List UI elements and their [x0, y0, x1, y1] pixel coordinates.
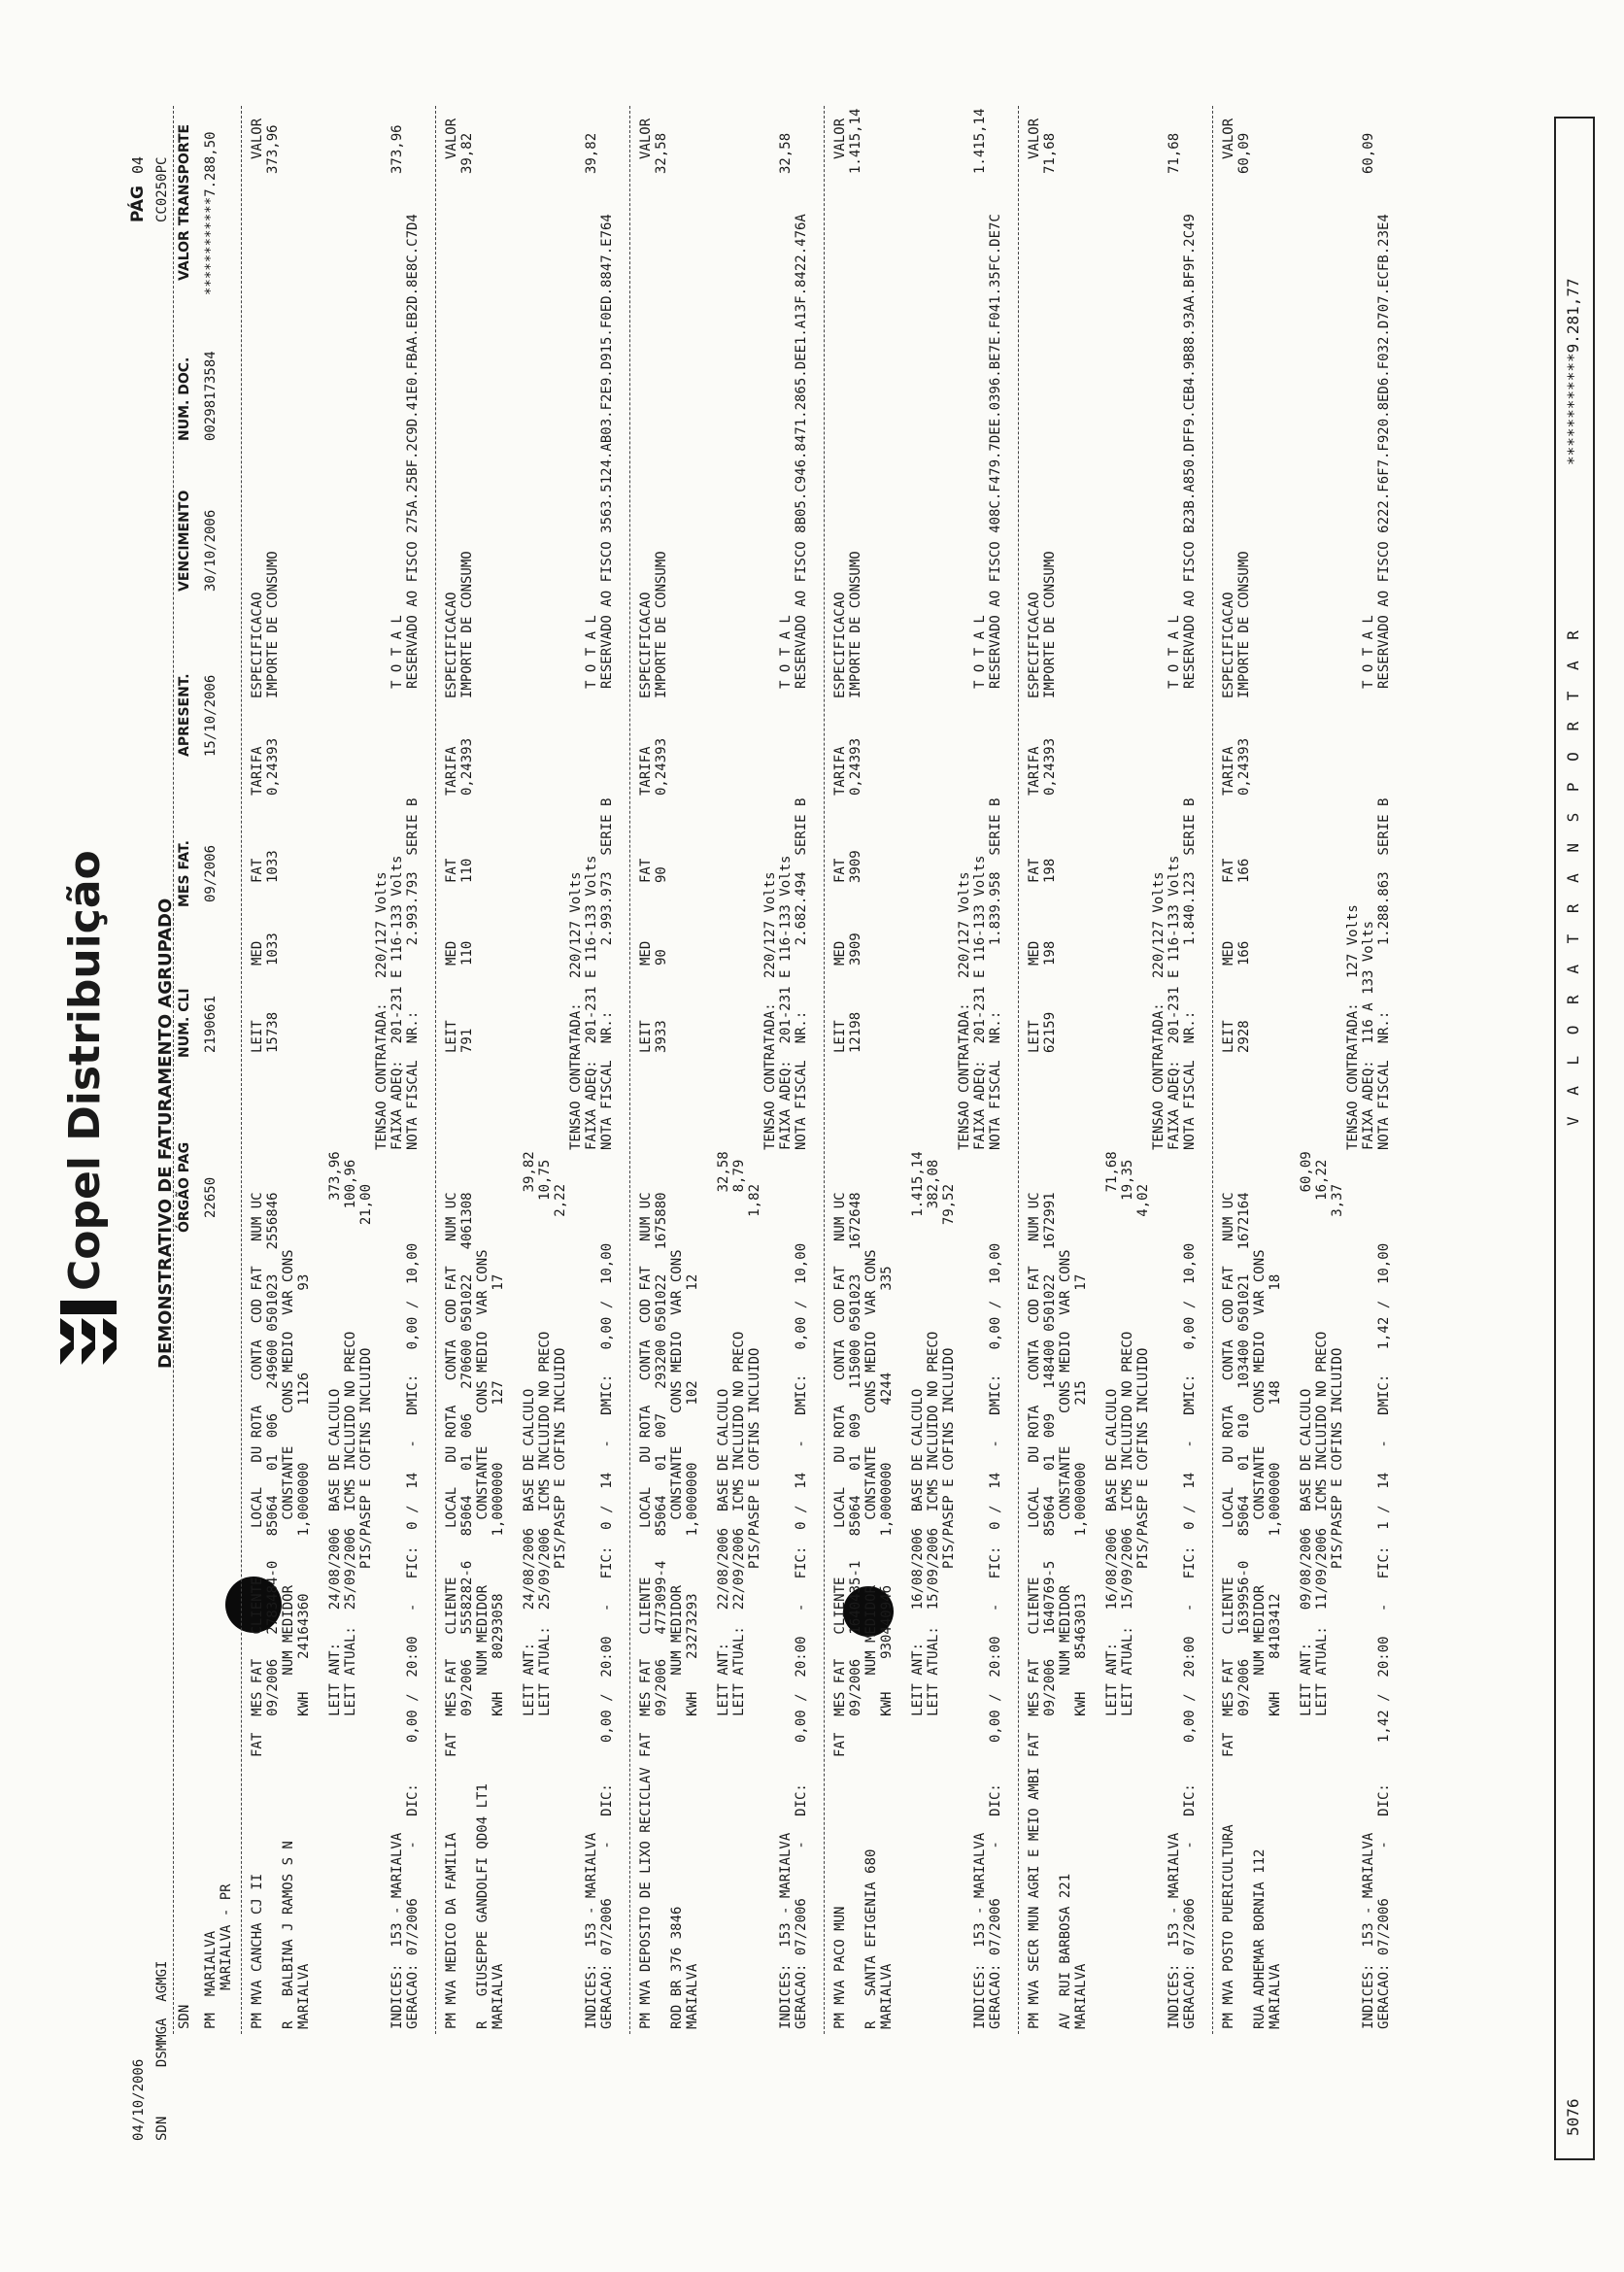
entry-especificacao: ESPECIFICACAO	[1221, 592, 1236, 698]
entry-importe: IMPORTE DE CONSUMO	[1042, 551, 1058, 698]
entry-tensao: TENSAO CONTRATADA: 220/127 Volts	[1151, 871, 1167, 1150]
entry-line-pis: PIS/PASEP E COFINS INCLUIDO 21,00	[358, 1183, 374, 1757]
entry-tarifa-label: TARIFA	[1027, 746, 1042, 796]
entry-leit-label: LEIT	[444, 1020, 459, 1053]
entry-valor: 60,09	[1236, 132, 1252, 174]
entry-valor: 39,82	[459, 132, 475, 174]
report-title: DEMONSTRATIVO DE FATURAMENTO AGRUPADO	[155, 898, 176, 1369]
entry-divider	[1212, 106, 1213, 2034]
entry-leit-value: 3933	[654, 1020, 669, 1053]
entry-valor: 71,68	[1042, 132, 1058, 174]
entry-fic-line: 0,00 / 20:00 - FIC: 0 / 14 - DMIC: 0,00 / 10,00	[1182, 1242, 1198, 1743]
entry-line-leit-atual: LEIT ATUAL: 25/09/2006 ICMS INCLUIDO NO PRECO 10,75	[537, 1159, 553, 1757]
col-valor-transporte: VALOR TRANSPORTE	[177, 123, 192, 281]
entry-address: R BALBINA J RAMOS S N	[281, 1841, 296, 2029]
entry-tarifa-label: TARIFA	[444, 746, 459, 796]
entry-total-valor: 373,96	[389, 124, 405, 174]
entry-line-header: FAT MES FAT CLIENTE LOCAL DU ROTA CONTA COD FAT NUM UC	[832, 1192, 848, 1757]
entry-med-label: MED	[832, 940, 848, 966]
entry-fat-label: FAT	[638, 858, 654, 883]
entry-fat-value: 198	[1042, 858, 1058, 883]
entry-total-valor: 39,82	[584, 132, 599, 174]
entry-line-leit-atual: LEIT ATUAL: 15/09/2006 ICMS INCLUIDO NO PRECO 382,08	[926, 1159, 941, 1757]
entry-especificacao: ESPECIFICACAO	[832, 592, 848, 698]
entry-geracao: GERACAO: 07/2006 - DIC:	[405, 1783, 421, 2029]
entry-city: MARIALVA	[685, 1963, 700, 2029]
entry-faixa: FAIXA ADEQ: 116 A 133 Volts	[1361, 920, 1376, 1150]
entry-valor-label: VALOR	[1027, 118, 1042, 159]
summary-mes-fat: 09/2006	[203, 844, 219, 902]
entry-total-label: T O T A L	[1167, 615, 1182, 689]
entry-city: MARIALVA	[879, 1963, 895, 2029]
entry-name: PM MVA POSTO PUERICULTURA	[1221, 1824, 1236, 2029]
entry-fic-line: 0,00 / 20:00 - FIC: 0 / 14 - DMIC: 0,00 / 10,00	[405, 1242, 421, 1743]
entry-fat-label: FAT	[1027, 858, 1042, 883]
entry-med-value: 3909	[848, 933, 863, 966]
entry-divider	[824, 106, 825, 2034]
page-number: 04	[129, 155, 147, 174]
entry-especificacao: ESPECIFICACAO	[444, 592, 459, 698]
entry-leit-label: LEIT	[1221, 1020, 1236, 1053]
entry-line-meter-header: NUM MEDIDOR CONSTANTE CONS MEDIO VAR CONS	[1058, 1249, 1073, 1757]
entry-tensao: TENSAO CONTRATADA: 220/127 Volts	[762, 871, 778, 1150]
footer-sheet-number: 5076	[1564, 2098, 1582, 2136]
entry-valor-label: VALOR	[832, 118, 848, 159]
entry-line-pis: PIS/PASEP E COFINS INCLUIDO 79,52	[941, 1183, 957, 1757]
col-apresent: APRESENT.	[177, 673, 192, 757]
header-divider	[173, 106, 174, 2034]
entry-name: PM MVA DEPOSITO DE LIXO RECICLAV	[638, 1767, 654, 2029]
entry-line-values: 09/2006 1639956-0 85064 01 010 103400 0501021 1672164	[1236, 1192, 1252, 1757]
entry-fat-value: 90	[654, 866, 669, 883]
entry-geracao: GERACAO: 07/2006 - DIC:	[988, 1783, 1003, 2029]
summary-num-doc: 00298173584	[203, 351, 219, 441]
entry-line-header: FAT MES FAT CLIENTE LOCAL DU ROTA CONTA COD FAT NUM UC	[638, 1192, 654, 1757]
entry-line-values: 09/2006 1640769-5 85064 01 009 148400 0501022 1672991	[1042, 1192, 1058, 1757]
entry-line-leit-atual: LEIT ATUAL: 11/09/2006 ICMS INCLUIDO NO PRECO 16,22	[1314, 1159, 1330, 1757]
report-date: 04/10/2006	[131, 2058, 147, 2141]
entry-name: PM MVA CANCHA CJ II	[250, 1873, 265, 2029]
entry-line-meter-header: NUM MEDIDOR CONSTANTE CONS MEDIO VAR CONS	[1252, 1249, 1268, 1757]
entry-line-header: FAT MES FAT CLIENTE LOCAL DU ROTA CONTA COD FAT NUM UC	[250, 1192, 265, 1757]
col-orgao: ÓRGÃO PAG	[177, 1141, 192, 1233]
entry-indices: INDICES: 153 - MARIALVA	[1361, 1832, 1376, 2029]
copel-logo-icon	[54, 1297, 122, 1369]
entry-line-leit-ant: LEIT ANT: 24/08/2006 BASE DE CALCULO 373,96	[327, 1151, 343, 1757]
col-mes-fat: MES FAT.	[177, 840, 192, 907]
entry-nota-fiscal: NOTA FISCAL NR.: 1.840.123 SERIE B	[1182, 797, 1198, 1150]
entry-line-values: 09/2006 2783484-0 85064 01 006 249600 0501023 2556846	[265, 1192, 281, 1757]
entry-fat-value: 166	[1236, 858, 1252, 883]
summary-apresent: 15/10/2006	[203, 674, 219, 757]
entry-importe: IMPORTE DE CONSUMO	[459, 551, 475, 698]
entry-tarifa-label: TARIFA	[832, 746, 848, 796]
entry-fat-label: FAT	[444, 858, 459, 883]
entry-total-label: T O T A L	[389, 615, 405, 689]
entry-med-label: MED	[1027, 940, 1042, 966]
entry-total-valor: 60,09	[1361, 132, 1376, 174]
entry-indices: INDICES: 153 - MARIALVA	[1167, 1832, 1182, 2029]
entry-line-leit-ant: LEIT ANT: 09/08/2006 BASE DE CALCULO 60,09	[1299, 1151, 1314, 1757]
report-code: CC0250PC	[154, 156, 170, 222]
entry-total-valor: 32,58	[778, 132, 794, 174]
entry-med-value: 166	[1236, 940, 1252, 966]
summary-city: MARIALVA - PR	[219, 1883, 234, 1990]
summary-valor-transporte: ************7.288,50	[203, 131, 219, 295]
entry-tarifa-label: TARIFA	[250, 746, 265, 796]
entry-city: MARIALVA	[1073, 1963, 1089, 2029]
entry-geracao: GERACAO: 07/2006 - DIC:	[794, 1783, 809, 2029]
entry-tarifa-value: 0,24393	[265, 737, 281, 796]
entry-nota-fiscal: NOTA FISCAL NR.: 2.682.494 SERIE B	[794, 797, 809, 1150]
entry-line-leit-ant: LEIT ANT: 16/08/2006 BASE DE CALCULO 71,68	[1104, 1151, 1120, 1757]
entry-faixa: FAIXA ADEQ: 201-231 E 116-133 Volts	[778, 855, 794, 1150]
entry-valor: 1.415,14	[848, 108, 863, 174]
entry-nota-fiscal: NOTA FISCAL NR.: 1.839.958 SERIE B	[988, 797, 1003, 1150]
entry-valor-label: VALOR	[444, 118, 459, 159]
entry-name: PM MVA SECR MUN AGRI E MEIO AMBI	[1027, 1767, 1042, 2029]
entry-address: R GIUSEPPE GANDOLFI QD04 LT1	[475, 1783, 491, 2029]
entry-tarifa-value: 0,24393	[848, 737, 863, 796]
entry-divider	[241, 106, 242, 2034]
entry-total-valor: 1.415,14	[972, 108, 988, 174]
entry-importe: IMPORTE DE CONSUMO	[654, 551, 669, 698]
entry-line-header: FAT MES FAT CLIENTE LOCAL DU ROTA CONTA COD FAT NUM UC	[1221, 1192, 1236, 1757]
entry-med-label: MED	[444, 940, 459, 966]
entry-line-pis: PIS/PASEP E COFINS INCLUIDO 2,22	[553, 1183, 568, 1757]
entry-total-label: T O T A L	[972, 615, 988, 689]
entry-fic-line: 0,00 / 20:00 - FIC: 0 / 14 - DMIC: 0,00 / 10,00	[794, 1242, 809, 1743]
entry-city: MARIALVA	[491, 1963, 506, 2029]
entry-med-label: MED	[638, 940, 654, 966]
footer-value: ************9.281,77	[1564, 278, 1582, 465]
entry-indices: INDICES: 153 - MARIALVA	[584, 1832, 599, 2029]
col-num-cli: NUM. CLI	[177, 988, 192, 1058]
entry-line-values: 09/2006 4773099-4 85064 01 007 293200 0501022 1675880	[654, 1192, 669, 1757]
entry-address: RUA ADHEMAR BORNIA 112	[1252, 1848, 1268, 2029]
entry-fat-value: 110	[459, 858, 475, 883]
entry-line-pis: PIS/PASEP E COFINS INCLUIDO 3,37	[1330, 1183, 1345, 1757]
entry-line-meter-values: KWH 85463013 1,0000000 215 17	[1073, 1273, 1089, 1757]
entry-name: PM MVA MEDICO DA FAMILIA	[444, 1832, 459, 2029]
entry-divider	[435, 106, 436, 2034]
entry-line-values: 09/2006 1640435-1 85064 01 009 115000 0501023 1672648	[848, 1192, 863, 1757]
entry-valor-label: VALOR	[638, 118, 654, 159]
entry-divider	[629, 106, 630, 2034]
summary-vencimento: 30/10/2006	[203, 509, 219, 592]
entry-line-meter-header: NUM MEDIDOR CONSTANTE CONS MEDIO VAR CONS	[669, 1249, 685, 1757]
entry-line-values: 09/2006 5558282-6 85064 01 006 270600 0501022 4061308	[459, 1192, 475, 1757]
entry-geracao: GERACAO: 07/2006 - DIC:	[599, 1783, 615, 2029]
summary-num-cli: 2190661	[203, 995, 219, 1053]
entry-line-meter-values: KWH 93044094б 1,0000000 4244 335	[879, 1266, 895, 1757]
entry-address: ROD BR 376 3846	[669, 1906, 685, 2029]
entry-importe: IMPORTE DE CONSUMO	[848, 551, 863, 698]
entry-geracao: GERACAO: 07/2006 - DIC:	[1376, 1783, 1392, 2029]
entry-city: MARIALVA	[1268, 1963, 1283, 2029]
entry-med-label: MED	[1221, 940, 1236, 966]
entry-tensao: TENSAO CONTRATADA: 127 Volts	[1345, 904, 1361, 1150]
entry-fisco: RESERVADO AO FISCO 6222.F6F7.F920.8ED6.F032.D707.ECFB.23E4	[1376, 214, 1392, 689]
entry-med-value: 90	[654, 949, 669, 966]
entry-tensao: TENSAO CONTRATADA: 220/127 Volts	[957, 871, 972, 1150]
entry-fat-label: FAT	[832, 858, 848, 883]
col-vencimento: VENCIMENTO	[177, 490, 192, 592]
footer-label: V A L O R A T R A N S P O R T A R	[1564, 625, 1582, 1126]
entry-line-leit-ant: LEIT ANT: 24/08/2006 BASE DE CALCULO 39,82	[522, 1151, 537, 1757]
entry-tarifa-value: 0,24393	[1236, 737, 1252, 796]
entry-fic-line: 0,00 / 20:00 - FIC: 0 / 14 - DMIC: 0,00 / 10,00	[599, 1242, 615, 1743]
entry-fat-value: 1033	[265, 850, 281, 883]
entry-total-label: T O T A L	[778, 615, 794, 689]
entry-valor: 373,96	[265, 124, 281, 174]
entry-leit-value: 12198	[848, 1011, 863, 1053]
entry-importe: IMPORTE DE CONSUMO	[1236, 551, 1252, 698]
entry-nota-fiscal: NOTA FISCAL NR.: 2.993.793 SERIE B	[405, 797, 421, 1150]
entry-name: PM MVA PACO MUN	[832, 1906, 848, 2029]
entry-valor: 32,58	[654, 132, 669, 174]
entry-fat-label: FAT	[1221, 858, 1236, 883]
entry-valor-label: VALOR	[1221, 118, 1236, 159]
entry-med-value: 198	[1042, 940, 1058, 966]
entry-leit-label: LEIT	[250, 1020, 265, 1053]
entry-tarifa-value: 0,24393	[654, 737, 669, 796]
entry-geracao: GERACAO: 07/2006 - DIC:	[1182, 1783, 1198, 2029]
entry-med-value: 110	[459, 940, 475, 966]
sdn-line: SDN DSMMGA AGMGI	[154, 1960, 170, 2141]
entry-line-meter-header: NUM MEDIDOR CONSTANTE CONS MEDIO VAR CONS	[475, 1249, 491, 1757]
entry-line-leit-atual: LEIT ATUAL: 22/09/2006 ICMS INCLUIDO NO PRECO 8,79	[731, 1159, 747, 1757]
entry-total-valor: 71,68	[1167, 132, 1182, 174]
entry-leit-label: LEIT	[832, 1020, 848, 1053]
entry-line-header: FAT MES FAT CLIENTE LOCAL DU ROTA CONTA COD FAT NUM UC	[1027, 1192, 1042, 1757]
entry-fisco: RESERVADO AO FISCO 3563.5124.AB03.F2E9.D915.F0ED.8847.E764	[599, 214, 615, 689]
entry-indices: INDICES: 153 - MARIALVA	[778, 1832, 794, 2029]
entry-line-pis: PIS/PASEP E COFINS INCLUIDO 4,02	[1135, 1183, 1151, 1757]
entry-line-header: FAT MES FAT CLIENTE LOCAL DU ROTA CONTA COD FAT NUM UC	[444, 1192, 459, 1757]
entry-tensao: TENSAO CONTRATADA: 220/127 Volts	[568, 871, 584, 1150]
entry-fisco: RESERVADO AO FISCO 275A.25BF.2C9D.41E0.FBAA.EB2D.8E8C.C7D4	[405, 214, 421, 689]
entry-especificacao: ESPECIFICACAO	[638, 592, 654, 698]
entry-med-value: 1033	[265, 933, 281, 966]
entry-leit-value: 2928	[1236, 1020, 1252, 1053]
entry-faixa: FAIXA ADEQ: 201-231 E 116-133 Volts	[389, 855, 405, 1150]
entry-address: R SANTA EFIGENIA 680	[863, 1848, 879, 2029]
entry-fisco: RESERVADO AO FISCO B23B.A850.DFF9.CEB4.9B88.93AA.BF9F.2C49	[1182, 214, 1198, 689]
col-sdn: SDN	[177, 2004, 192, 2029]
entry-leit-label: LEIT	[638, 1020, 654, 1053]
entry-line-meter-values: KWH 80293058 1,0000000 127 17	[491, 1273, 506, 1757]
entry-nota-fiscal: NOTA FISCAL NR.: 1.288.863 SERIE B	[1376, 797, 1392, 1150]
entry-line-meter-header: NUM MEDIDOR CONSTANTE CONS MEDIO VAR CONS	[863, 1249, 879, 1757]
col-num-doc: NUM. DOC.	[177, 356, 192, 441]
entry-line-leit-ant: LEIT ANT: 22/08/2006 BASE DE CALCULO 32,58	[716, 1151, 731, 1757]
entry-tarifa-label: TARIFA	[638, 746, 654, 796]
entry-indices: INDICES: 153 - MARIALVA	[972, 1832, 988, 2029]
entry-indices: INDICES: 153 - MARIALVA	[389, 1832, 405, 2029]
entry-fisco: RESERVADO AO FISCO 408C.F479.7DEE.0396.BE7E.F041.35FC.DE7C	[988, 214, 1003, 689]
entry-leit-value: 62159	[1042, 1011, 1058, 1053]
entry-city: MARIALVA	[296, 1963, 312, 2029]
entry-faixa: FAIXA ADEQ: 201-231 E 116-133 Volts	[1167, 855, 1182, 1150]
summary-client: PM MARIALVA	[203, 1930, 219, 2029]
entry-especificacao: ESPECIFICACAO	[250, 592, 265, 698]
entry-leit-value: 15738	[265, 1011, 281, 1053]
entry-line-leit-ant: LEIT ANT: 16/08/2006 BASE DE CALCULO 1.415,14	[910, 1151, 926, 1757]
entry-leit-label: LEIT	[1027, 1020, 1042, 1053]
entry-total-label: T O T A L	[584, 615, 599, 689]
entry-faixa: FAIXA ADEQ: 201-231 E 116-133 Volts	[584, 855, 599, 1150]
entry-line-leit-atual: LEIT ATUAL: 15/09/2006 ICMS INCLUIDO NO PRECO 19,35	[1120, 1159, 1135, 1757]
entry-line-meter-header: NUM MEDIDOR CONSTANTE CONS MEDIO VAR CONS	[281, 1249, 296, 1757]
page-label: PÁG	[128, 185, 148, 222]
entry-line-pis: PIS/PASEP E COFINS INCLUIDO 1,82	[747, 1183, 762, 1757]
entry-fat-value: 3909	[848, 850, 863, 883]
entry-line-meter-values: KWH 23273293 1,0000000 102 12	[685, 1273, 700, 1757]
entry-nota-fiscal: NOTA FISCAL NR.: 2.993.973 SERIE B	[599, 797, 615, 1150]
entry-leit-value: 791	[459, 1028, 475, 1053]
entry-line-leit-atual: LEIT ATUAL: 25/09/2006 ICMS INCLUIDO NO PRECO 100,96	[343, 1159, 358, 1757]
entry-fat-label: FAT	[250, 858, 265, 883]
entry-tarifa-label: TARIFA	[1221, 746, 1236, 796]
entry-tarifa-value: 0,24393	[1042, 737, 1058, 796]
entry-faixa: FAIXA ADEQ: 201-231 E 116-133 Volts	[972, 855, 988, 1150]
entry-divider	[1018, 106, 1019, 2034]
brand-name: Copel Distribuição	[60, 850, 110, 1291]
entry-especificacao: ESPECIFICACAO	[1027, 592, 1042, 698]
entry-line-meter-values: KWH 24164360 1,0000000 1126 93	[296, 1273, 312, 1757]
entry-med-label: MED	[250, 940, 265, 966]
summary-orgao: 22650	[203, 1176, 219, 1218]
entry-tarifa-value: 0,24393	[459, 737, 475, 796]
entry-fic-line: 0,00 / 20:00 - FIC: 0 / 14 - DMIC: 0,00 / 10,00	[988, 1242, 1003, 1743]
entry-valor-label: VALOR	[250, 118, 265, 159]
entry-fisco: RESERVADO AO FISCO 8B05.C946.8471.2865.DEE1.A13F.8422.476A	[794, 214, 809, 689]
entry-fic-line: 1,42 / 20:00 - FIC: 1 / 14 - DMIC: 1,42 / 10,00	[1376, 1242, 1392, 1743]
entry-importe: IMPORTE DE CONSUMO	[265, 551, 281, 698]
entry-line-meter-values: KWH 84103412 1,0000000 148 18	[1268, 1273, 1283, 1757]
entry-total-label: T O T A L	[1361, 615, 1376, 689]
entry-tensao: TENSAO CONTRATADA: 220/127 Volts	[374, 871, 389, 1150]
entry-address: AV RUI BARBOSA 221	[1058, 1873, 1073, 2029]
